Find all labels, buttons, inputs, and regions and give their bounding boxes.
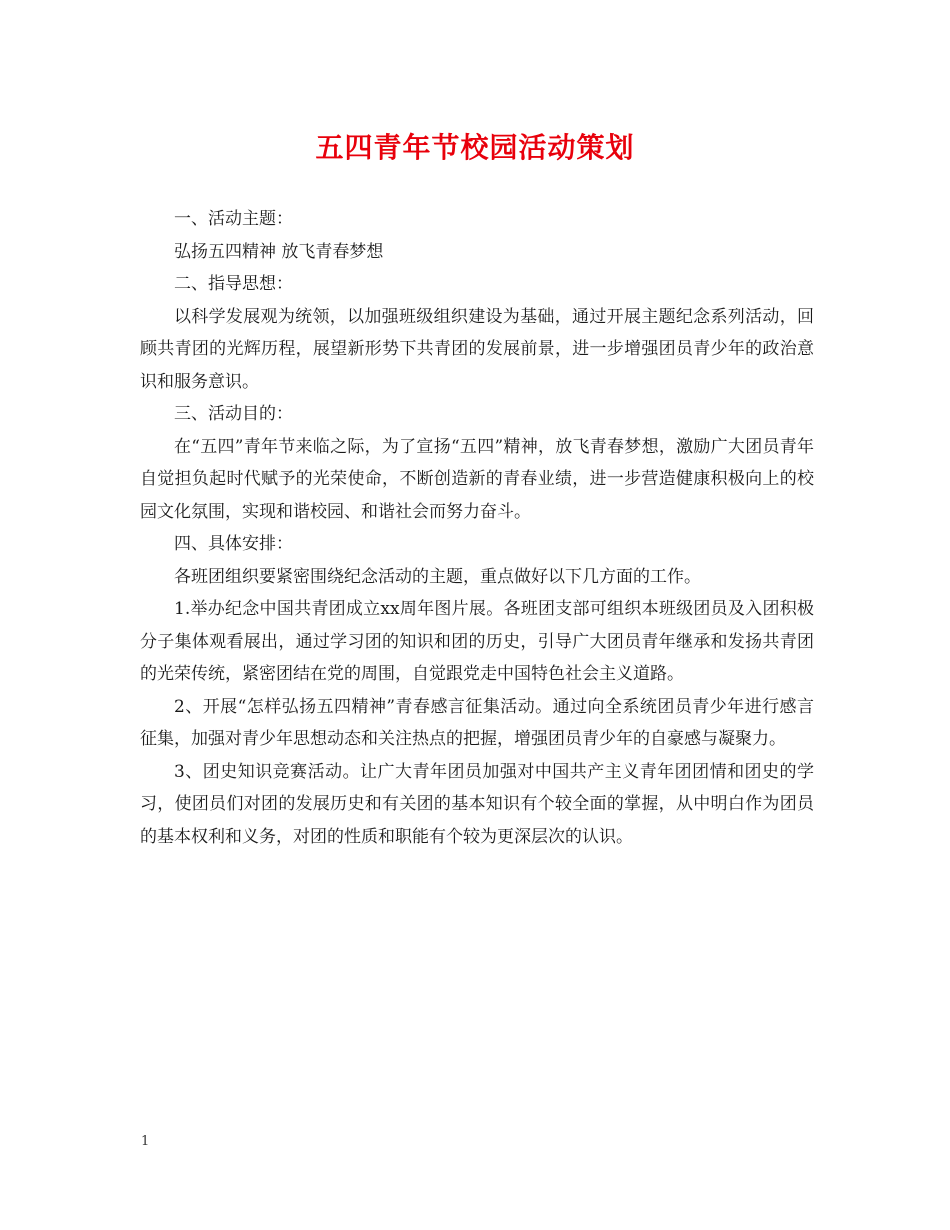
arrangement-item-3: 3、团史知识竞赛活动。让广大青年团员加强对中国共产主义青年团团情和团史的学习，使团员们对团的发展历史和有关团的基本知识有个较全面的掌握，从中明白作为团员的基本权利和义务，对团的性质和职能有个较为更深层次的认识。: [140, 761, 814, 847]
arrangement-item-2: 2、开展“怎样弘扬五四精神”青春感言征集活动。通过向全系统团员青少年进行感言征集，加强对青少年思想动态和关注热点的把握，增强团员青少年的自豪感与凝聚力。: [140, 696, 814, 749]
section-heading-arrangement: 四、具体安排：: [174, 534, 293, 554]
document-body: [140, 203, 814, 853]
purpose-text: 在“五四”青年节来临之际，为了宣扬“五四”精神，放飞青春梦想，激励广大团员青年自觉担负起时代赋予的光荣使命，不断创造新的青春业绩，进一步营造健康积极向上的校园文化氛围，实现和谐校园、和谐社会而努力奋斗。: [140, 436, 814, 522]
section-heading-guiding-ideology: 二、指导思想：: [174, 274, 293, 294]
section-heading-theme: 一、活动主题：: [174, 209, 293, 229]
guiding-ideology-text: 以科学发展观为统领，以加强班级组织建设为基础，通过开展主题纪念系列活动，回顾共青团的光辉历程，展望新形势下共青团的发展前景，进一步增强团员青少年的政治意识和服务意识。: [140, 306, 814, 392]
section-heading-purpose: 三、活动目的：: [174, 404, 293, 424]
arrangement-intro-text: 各班团组织要紧密围绕纪念活动的主题，重点做好以下几方面的工作。: [174, 566, 701, 587]
theme-text: 弘扬五四精神 放飞青春梦想: [174, 241, 384, 262]
arrangement-item-1: 1.举办纪念中国共青团成立xx周年图片展。各班团支部可组织本班级团员及入团积极分子集体观看展出，通过学习团的知识和团的历史，引导广大团员青年继承和发扬共青团的光荣传统，紧密团结在党的周围，自觉跟党走中国特色社会主义道路。: [140, 599, 814, 684]
page-number: 1: [141, 1134, 150, 1149]
document-title: 五四青年节校园活动策划: [315, 131, 635, 164]
